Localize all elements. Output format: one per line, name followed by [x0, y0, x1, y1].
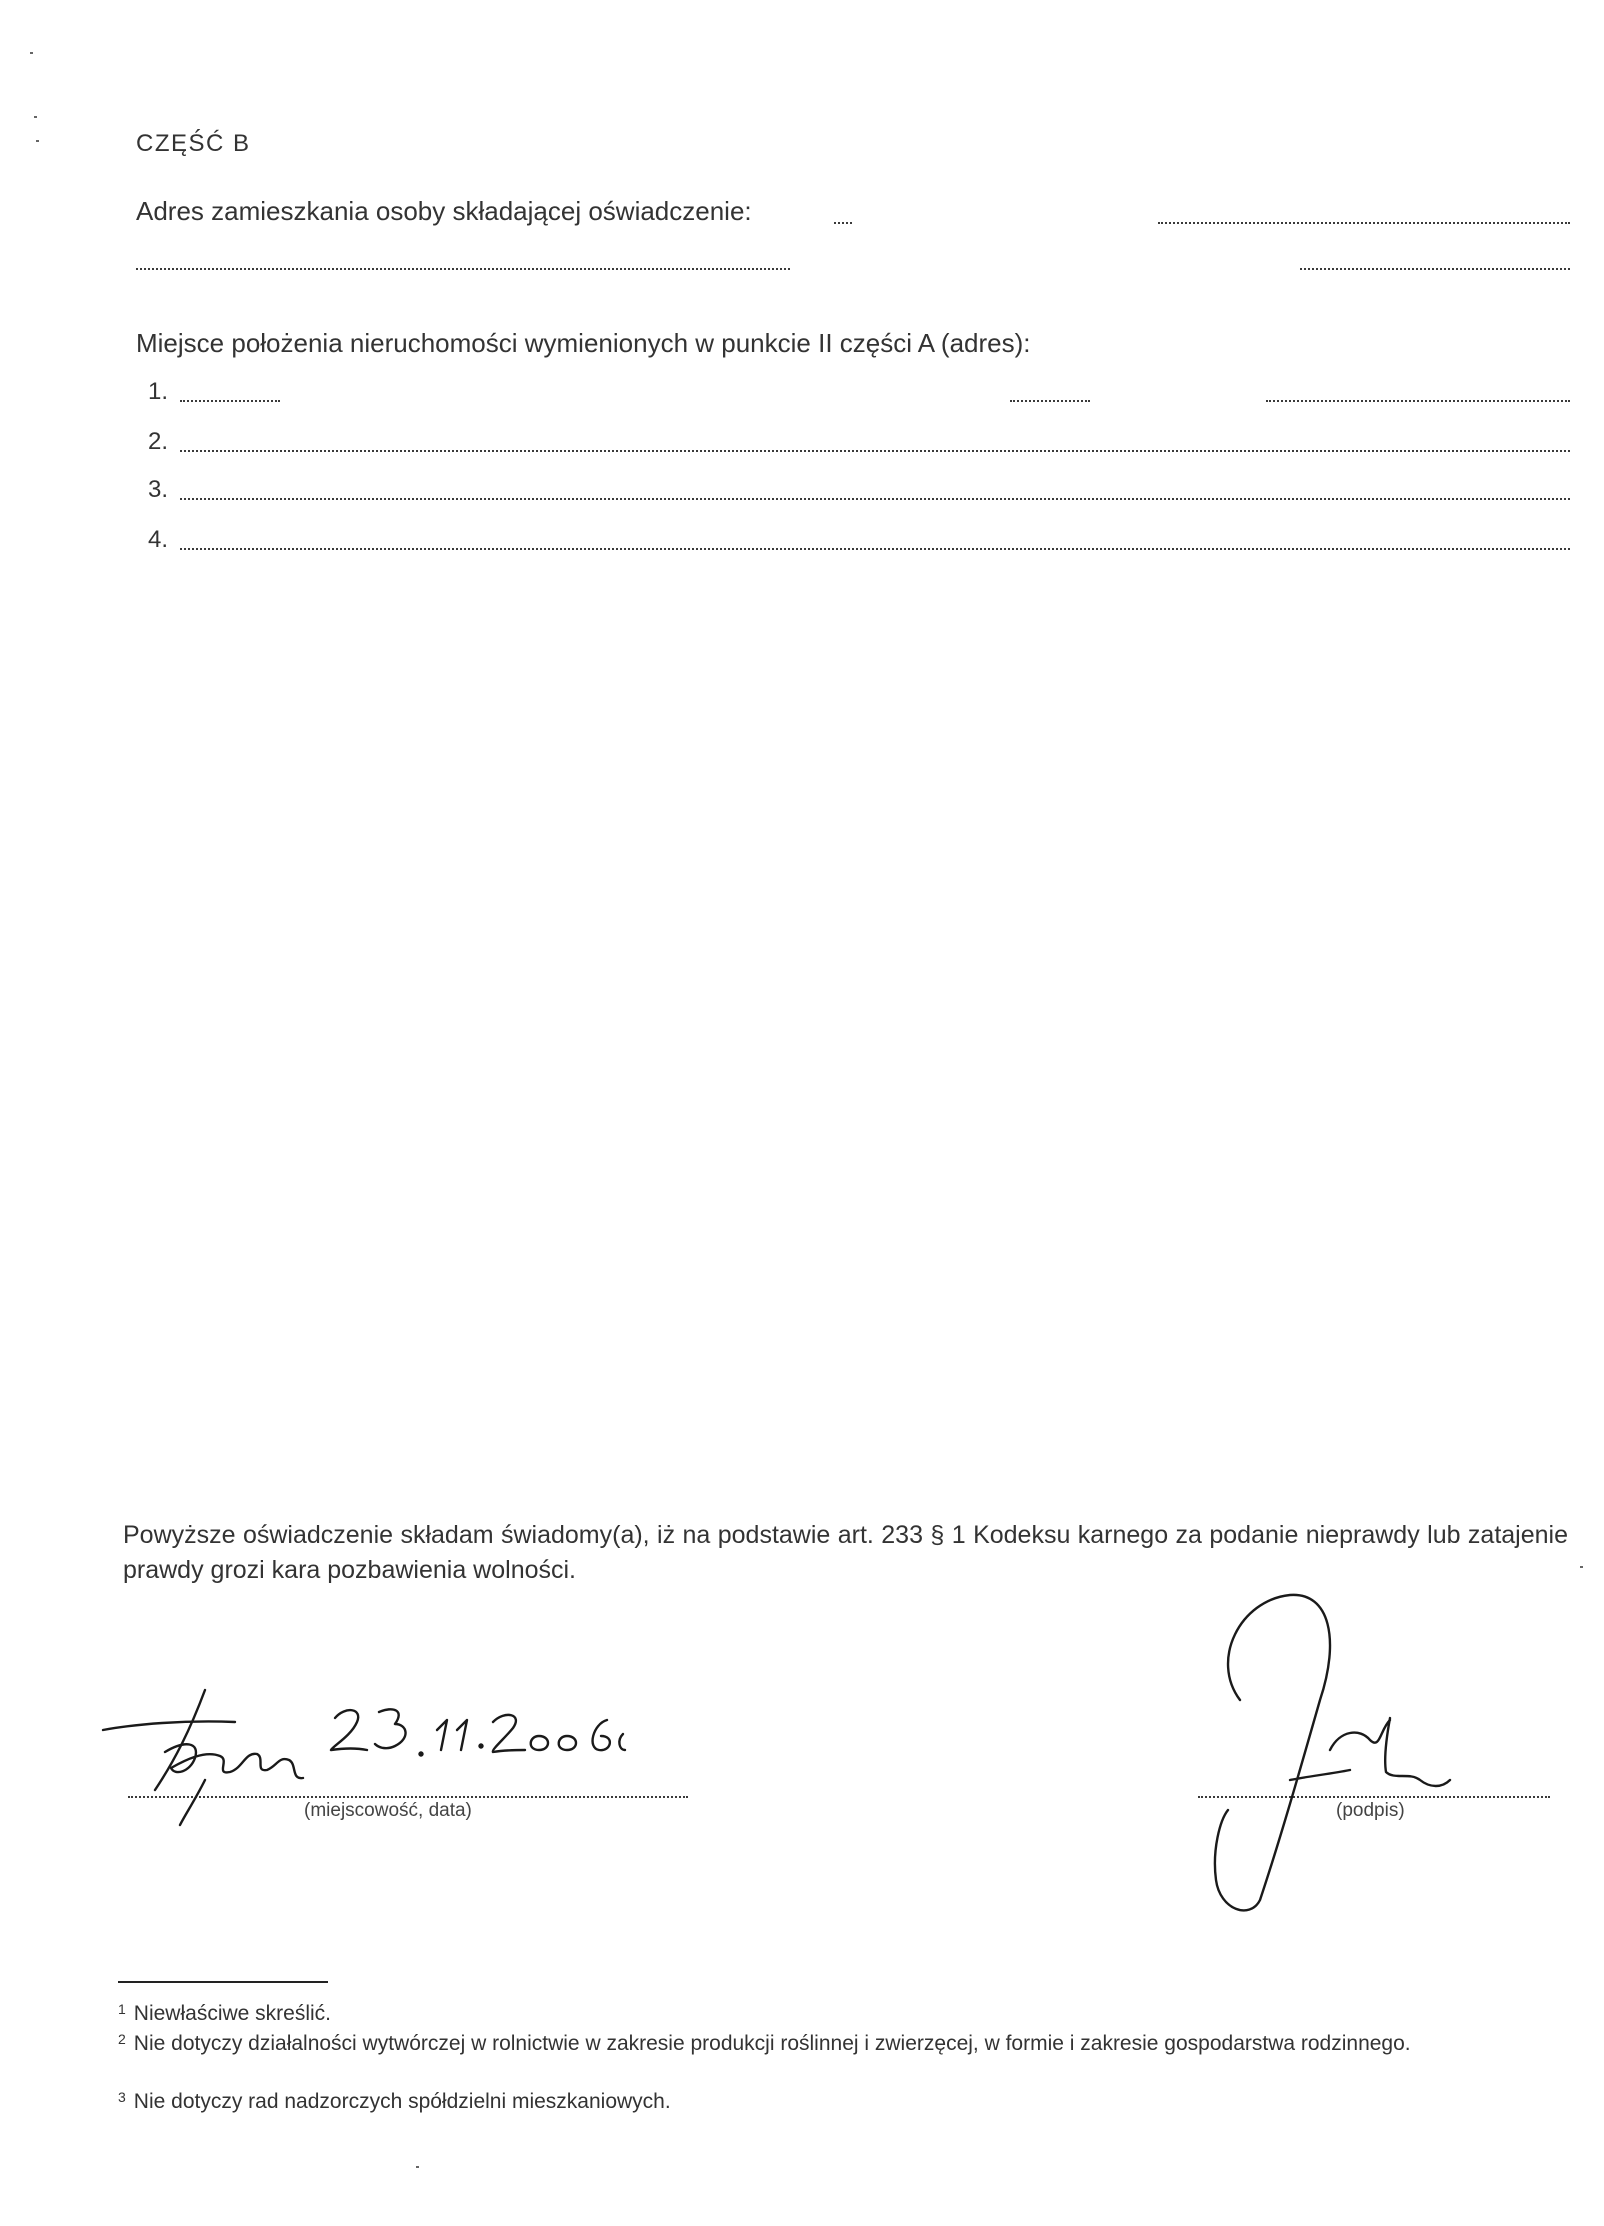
- scan-speck: [34, 116, 37, 118]
- property-field-3[interactable]: [180, 498, 1570, 500]
- footnote-separator: [118, 1981, 328, 1983]
- scan-speck: [30, 52, 33, 54]
- property-item-number: 1.: [148, 378, 169, 405]
- property-item-number: 3.: [148, 476, 169, 503]
- property-item-number: 4.: [148, 526, 169, 553]
- footnote-1: $^1$ Niewłaściwe skreślić.: [118, 2001, 331, 2025]
- address-field-line-1[interactable]: [1158, 222, 1570, 224]
- signature-caption: (podpis): [1336, 1800, 1405, 1821]
- property-label: Miejsce położenia nieruchomości wymienionych w punkcie II części A (adres):: [136, 328, 1031, 358]
- property-field-2[interactable]: [180, 450, 1570, 452]
- scan-speck: [1580, 1566, 1583, 1568]
- property-field-1b[interactable]: [1010, 400, 1090, 402]
- footnote-3: $^3$ Nie dotyczy rad nadzorczych spółdzielni mieszkaniowych.: [118, 2089, 671, 2113]
- address-dots-a: [834, 222, 852, 224]
- signature-drawing: [1180, 1580, 1500, 1920]
- property-item-number: 2.: [148, 428, 169, 455]
- place-date-caption: (miejscowość, data): [304, 1800, 472, 1821]
- footnote-2: $^2$ Nie dotyczy działalności wytwórczej w rolnictwie w zakresie produkcji roślinnej i zwierzęcej, w formie i zakresie gospodarstwa rodzinnego.: [118, 2031, 1411, 2055]
- section-heading: CZĘŚĆ B: [136, 130, 251, 157]
- property-field-4[interactable]: [180, 548, 1570, 550]
- address-field-line-2[interactable]: [136, 268, 790, 270]
- scan-speck: [36, 140, 39, 142]
- scan-speck: [416, 2166, 419, 2168]
- property-field-1a[interactable]: [180, 400, 280, 402]
- address-label: Adres zamieszkania osoby składającej oświadczenie:: [136, 196, 752, 226]
- property-field-1c[interactable]: [1266, 400, 1570, 402]
- handwritten-place-date: [95, 1680, 695, 1830]
- declaration-text: Powyższe oświadczenie składam świadomy(a), iż na podstawie art. 233 § 1 Kodeksu karnego za podanie nieprawdy lub zatajenie prawdy grozi kara pozbawienia wolności.: [123, 1521, 1568, 1584]
- address-field-line-2b[interactable]: [1300, 268, 1570, 270]
